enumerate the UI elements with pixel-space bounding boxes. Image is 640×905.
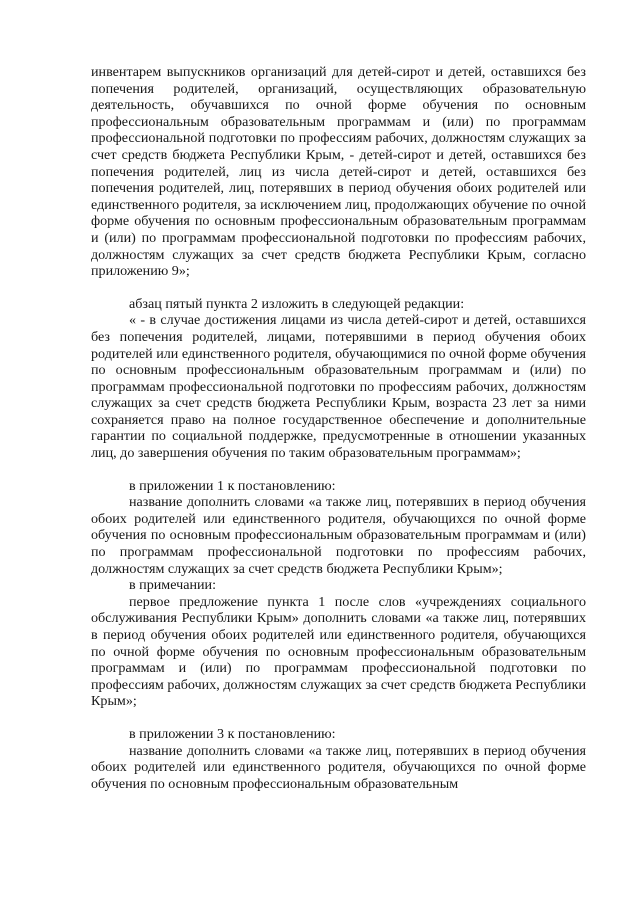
paragraph-inventory-continuation: инвентарем выпускников организаций для детей-сирот и детей, оставшихся без попечения родителей, организаций, осуществляющих образовательную деятельность, обучавшихся по очной форме обучения по основным профессиональным образовательным программам и (или) по программам профессиональной подготовки по профессиям рабочих, должностям служащих за счет средств бюджета Республики Крым, - детей-сирот и детей, оставшихся без попечения родителей, лиц из числа детей-сирот и детей, оставшихся без попечения родителей, лиц, потерявших в период обучения обоих родителей или единственного родителя, за исключением лиц, продолжающих обучение по очной форме обучения по основным профессиональным образовательным программам и (или) по программам профессиональной подготовки по профессиям рабочих, должностям служащих за счет средств бюджета Республики Крым, согласно приложению 9»; — [91, 64, 586, 280]
paragraph-note-heading: в примечании: — [129, 577, 217, 594]
paragraph-appendix-3-title-amendment: название дополнить словами «а также лиц, потерявших в период обучения обоих родителей или единственного родителя, обучающихся по очной форме обучения по основным профессиональным образовательным — [91, 742, 586, 792]
paragraph-appendix-3-heading: в приложении 3 к постановлению: — [129, 725, 336, 742]
paragraph-gap — [91, 710, 586, 726]
paragraph-appendix-1-heading: в приложении 1 к постановлению: — [129, 477, 336, 494]
paragraph-gap — [91, 280, 586, 296]
paragraph-appendix-1-title-amendment: название дополнить словами «а также лиц, потерявших в период обучения обоих родителей или единственного родителя, обучающихся по очной форме обучения по основным профессиональным образовательным программам и (или) по программам профессиональной подготовки по профессиям рабочих, должностям служащих за счет средств бюджета Республики Крым»; — [91, 494, 586, 577]
paragraph-clause-5-instruction: абзац пятый пункта 2 изложить в следующей редакции: — [129, 295, 465, 312]
document-page — [91, 64, 586, 792]
paragraph-note-amendment: первое предложение пункта 1 после слов «учреждениях социального обслуживания Республики Крым» дополнить словами «а также лиц, потерявших в период обучения обоих родителей или единственного родителя, обучающихся по очной форме обучения по основным профессиональным образовательным программам и (или) по программам профессиональной подготовки по профессиям рабочих, должностям служащих за счет средств бюджета Республики Крым»; — [91, 593, 586, 710]
paragraph-clause-5-new-text: « - в случае достижения лицами из числа детей-сирот и детей, оставшихся без попечения родителей, лицами, потерявшими в период обучения обоих родителей или единственного родителя, обучающимися по очной форме обучения по основным профессиональным образовательным программам и (или) по программам профессиональной подготовки по профессиям рабочих, должностям служащих за счет средств бюджета Республики Крым, возраста 23 лет за ними сохраняется право на полное государственное обеспечение и дополнительные гарантии по социальной поддержке, предусмотренные в отношении указанных лиц, до завершения обучения по таким образовательным программам»; — [91, 312, 586, 462]
paragraph-gap — [91, 462, 586, 478]
